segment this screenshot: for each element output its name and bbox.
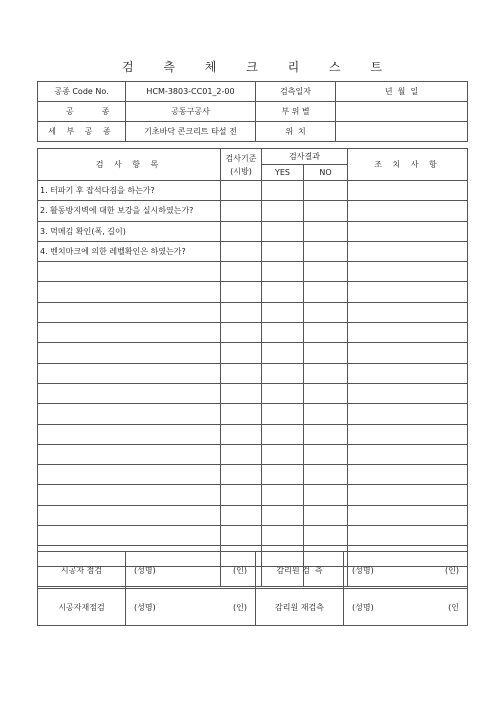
action-cell[interactable]: [348, 363, 468, 383]
action-cell[interactable]: [348, 424, 468, 444]
action-cell[interactable]: [348, 262, 468, 282]
col-no-header: NO: [304, 165, 348, 181]
checklist-table: [37, 148, 468, 587]
checklist-item-text: [38, 363, 221, 383]
yes-cell[interactable]: [262, 302, 304, 322]
name-placeholder: (성명): [352, 602, 374, 612]
yes-cell[interactable]: [262, 424, 304, 444]
checklist-item-text: [38, 323, 221, 343]
checklist-row: [38, 505, 468, 525]
code-label: 공종 Code No.: [38, 82, 126, 102]
supervisor-recheck-label: 감리원 재검측: [256, 589, 344, 626]
checklist-row: [38, 444, 468, 464]
checklist-item-text: [38, 424, 221, 444]
location-value[interactable]: [336, 122, 468, 142]
col-criteria-sub-label: (시방): [230, 166, 252, 176]
no-cell[interactable]: [304, 526, 348, 546]
checklist-row: [38, 383, 468, 403]
action-cell[interactable]: [348, 485, 468, 505]
action-cell[interactable]: [348, 323, 468, 343]
checklist-row: [38, 282, 468, 302]
no-cell[interactable]: [304, 383, 348, 403]
yes-cell[interactable]: [262, 181, 304, 201]
seal-placeholder: (인): [445, 565, 459, 575]
seal-placeholder: (인): [233, 602, 247, 612]
no-cell[interactable]: [304, 465, 348, 485]
yes-cell[interactable]: [262, 241, 304, 261]
checklist-row: [38, 201, 468, 221]
name-placeholder: (성명): [134, 565, 156, 575]
name-placeholder: (성명): [352, 565, 374, 575]
checklist-item-text: [38, 526, 221, 546]
yes-cell[interactable]: [262, 363, 304, 383]
no-cell[interactable]: [304, 343, 348, 363]
criteria-cell[interactable]: [221, 526, 262, 546]
checklist-row: [38, 363, 468, 383]
checklist-item-text: [38, 465, 221, 485]
date-value[interactable]: 년 월 일: [336, 82, 468, 102]
supervisor-recheck-sign[interactable]: [344, 589, 468, 626]
criteria-cell[interactable]: [221, 465, 262, 485]
col-result-header: 검사결과: [262, 149, 348, 165]
checklist-item-text: [38, 383, 221, 403]
seal-placeholder: (인): [233, 565, 247, 575]
checklist-row: [38, 241, 468, 261]
checklist-row: [38, 343, 468, 363]
date-label: 검측일자: [256, 82, 336, 102]
checklist-item-text: [38, 444, 221, 464]
checklist-row: [38, 323, 468, 343]
detail-label: 세 부 공 종: [38, 122, 126, 142]
criteria-cell[interactable]: [221, 282, 262, 302]
action-cell[interactable]: [348, 241, 468, 261]
no-cell[interactable]: [304, 302, 348, 322]
no-cell[interactable]: [304, 485, 348, 505]
yes-cell[interactable]: [262, 282, 304, 302]
yes-cell[interactable]: [262, 323, 304, 343]
col-criteria-label: 검사기준: [225, 153, 257, 163]
action-cell[interactable]: [348, 201, 468, 221]
checklist-item-text: [38, 404, 221, 424]
col-criteria-header: [221, 149, 262, 181]
checklist-item-text: 1. 터파기 후 잡석다짐을 하는가?: [38, 181, 221, 201]
header-row: [38, 122, 468, 142]
action-cell[interactable]: [348, 181, 468, 201]
criteria-cell[interactable]: [221, 262, 262, 282]
checklist-body: [38, 181, 468, 587]
criteria-cell[interactable]: [221, 363, 262, 383]
checklist-row: [38, 262, 468, 282]
yes-cell[interactable]: [262, 526, 304, 546]
col-action-header: 조 치 사 항: [348, 149, 468, 181]
col-item-header: 검 사 항 목: [38, 149, 221, 181]
criteria-cell[interactable]: [221, 444, 262, 464]
checklist-row: [38, 404, 468, 424]
yes-cell[interactable]: [262, 485, 304, 505]
location-label: 위 치: [256, 122, 336, 142]
work-value: 공동구공사: [126, 102, 256, 122]
yes-cell[interactable]: [262, 465, 304, 485]
header-row: [38, 102, 468, 122]
criteria-cell[interactable]: [221, 241, 262, 261]
checklist-row: [38, 424, 468, 444]
criteria-cell[interactable]: [221, 323, 262, 343]
criteria-cell[interactable]: [221, 485, 262, 505]
no-cell[interactable]: [304, 363, 348, 383]
signature-row: [38, 589, 468, 626]
header-info-table: [37, 81, 468, 142]
action-cell[interactable]: [348, 404, 468, 424]
yes-cell[interactable]: [262, 201, 304, 221]
checklist-item-text: 2. 활동방지벽에 대한 보강을 실시하였는가?: [38, 201, 221, 221]
checklist-item-text: [38, 343, 221, 363]
part-label: 부 위 별: [256, 102, 336, 122]
name-placeholder: (성명): [134, 602, 156, 612]
no-cell[interactable]: [304, 404, 348, 424]
criteria-cell[interactable]: [221, 505, 262, 525]
contractor-check-label: 시공자 점검: [38, 552, 126, 589]
checklist-item-text: [38, 302, 221, 322]
action-cell[interactable]: [348, 221, 468, 241]
contractor-check-sign[interactable]: [126, 552, 256, 589]
yes-cell[interactable]: [262, 221, 304, 241]
seal-placeholder: (인: [448, 602, 459, 612]
no-cell[interactable]: [304, 444, 348, 464]
checklist-row: [38, 526, 468, 546]
page-title: 검 측 체 크 리 스 트: [121, 60, 396, 74]
checklist-item-text: 3. 먹메김 확인(폭, 길이): [38, 221, 221, 241]
header-row: [38, 82, 468, 102]
yes-cell[interactable]: [262, 505, 304, 525]
checklist-row: [38, 485, 468, 505]
action-cell[interactable]: [348, 383, 468, 403]
criteria-cell[interactable]: [221, 383, 262, 403]
part-value[interactable]: [336, 102, 468, 122]
no-cell[interactable]: [304, 505, 348, 525]
yes-cell[interactable]: [262, 404, 304, 424]
criteria-cell[interactable]: [221, 181, 262, 201]
action-cell[interactable]: [348, 343, 468, 363]
criteria-cell[interactable]: [221, 424, 262, 444]
no-cell[interactable]: [304, 323, 348, 343]
checklist-header-row: [38, 149, 468, 165]
signature-table: [37, 551, 468, 626]
criteria-cell[interactable]: [221, 201, 262, 221]
checklist-row: [38, 181, 468, 201]
criteria-cell[interactable]: [221, 221, 262, 241]
detail-value: 기초바닥 콘크리트 타설 전: [126, 122, 256, 142]
action-cell[interactable]: [348, 526, 468, 546]
action-cell[interactable]: [348, 505, 468, 525]
no-cell[interactable]: [304, 241, 348, 261]
action-cell[interactable]: [348, 282, 468, 302]
signature-row: [38, 552, 468, 589]
yes-cell[interactable]: [262, 343, 304, 363]
supervisor-check-sign[interactable]: [344, 552, 468, 589]
action-cell[interactable]: [348, 444, 468, 464]
yes-cell[interactable]: [262, 444, 304, 464]
criteria-cell[interactable]: [221, 302, 262, 322]
no-cell[interactable]: [304, 262, 348, 282]
checklist-row: [38, 465, 468, 485]
checklist-row: [38, 221, 468, 241]
checklist-item-text: [38, 485, 221, 505]
yes-cell[interactable]: [262, 262, 304, 282]
action-cell[interactable]: [348, 465, 468, 485]
action-cell[interactable]: [348, 302, 468, 322]
work-label: 공종: [38, 102, 126, 122]
checklist-item-text: [38, 282, 221, 302]
supervisor-check-label: 감리원 검 측: [256, 552, 344, 589]
no-cell[interactable]: [304, 282, 348, 302]
checklist-item-text: 4. 벤치마크에 의한 레벨확인은 하였는가?: [38, 241, 221, 261]
checklist-item-text: [38, 262, 221, 282]
no-cell[interactable]: [304, 221, 348, 241]
contractor-recheck-label: 시공자재점검: [38, 589, 126, 626]
contractor-recheck-sign[interactable]: [126, 589, 256, 626]
col-yes-header: YES: [262, 165, 304, 181]
criteria-cell[interactable]: [221, 404, 262, 424]
checklist-row: [38, 302, 468, 322]
yes-cell[interactable]: [262, 383, 304, 403]
no-cell[interactable]: [304, 181, 348, 201]
checklist-item-text: [38, 505, 221, 525]
no-cell[interactable]: [304, 424, 348, 444]
code-value: HCM-3803-CC01_2-00: [126, 82, 256, 102]
no-cell[interactable]: [304, 201, 348, 221]
criteria-cell[interactable]: [221, 343, 262, 363]
